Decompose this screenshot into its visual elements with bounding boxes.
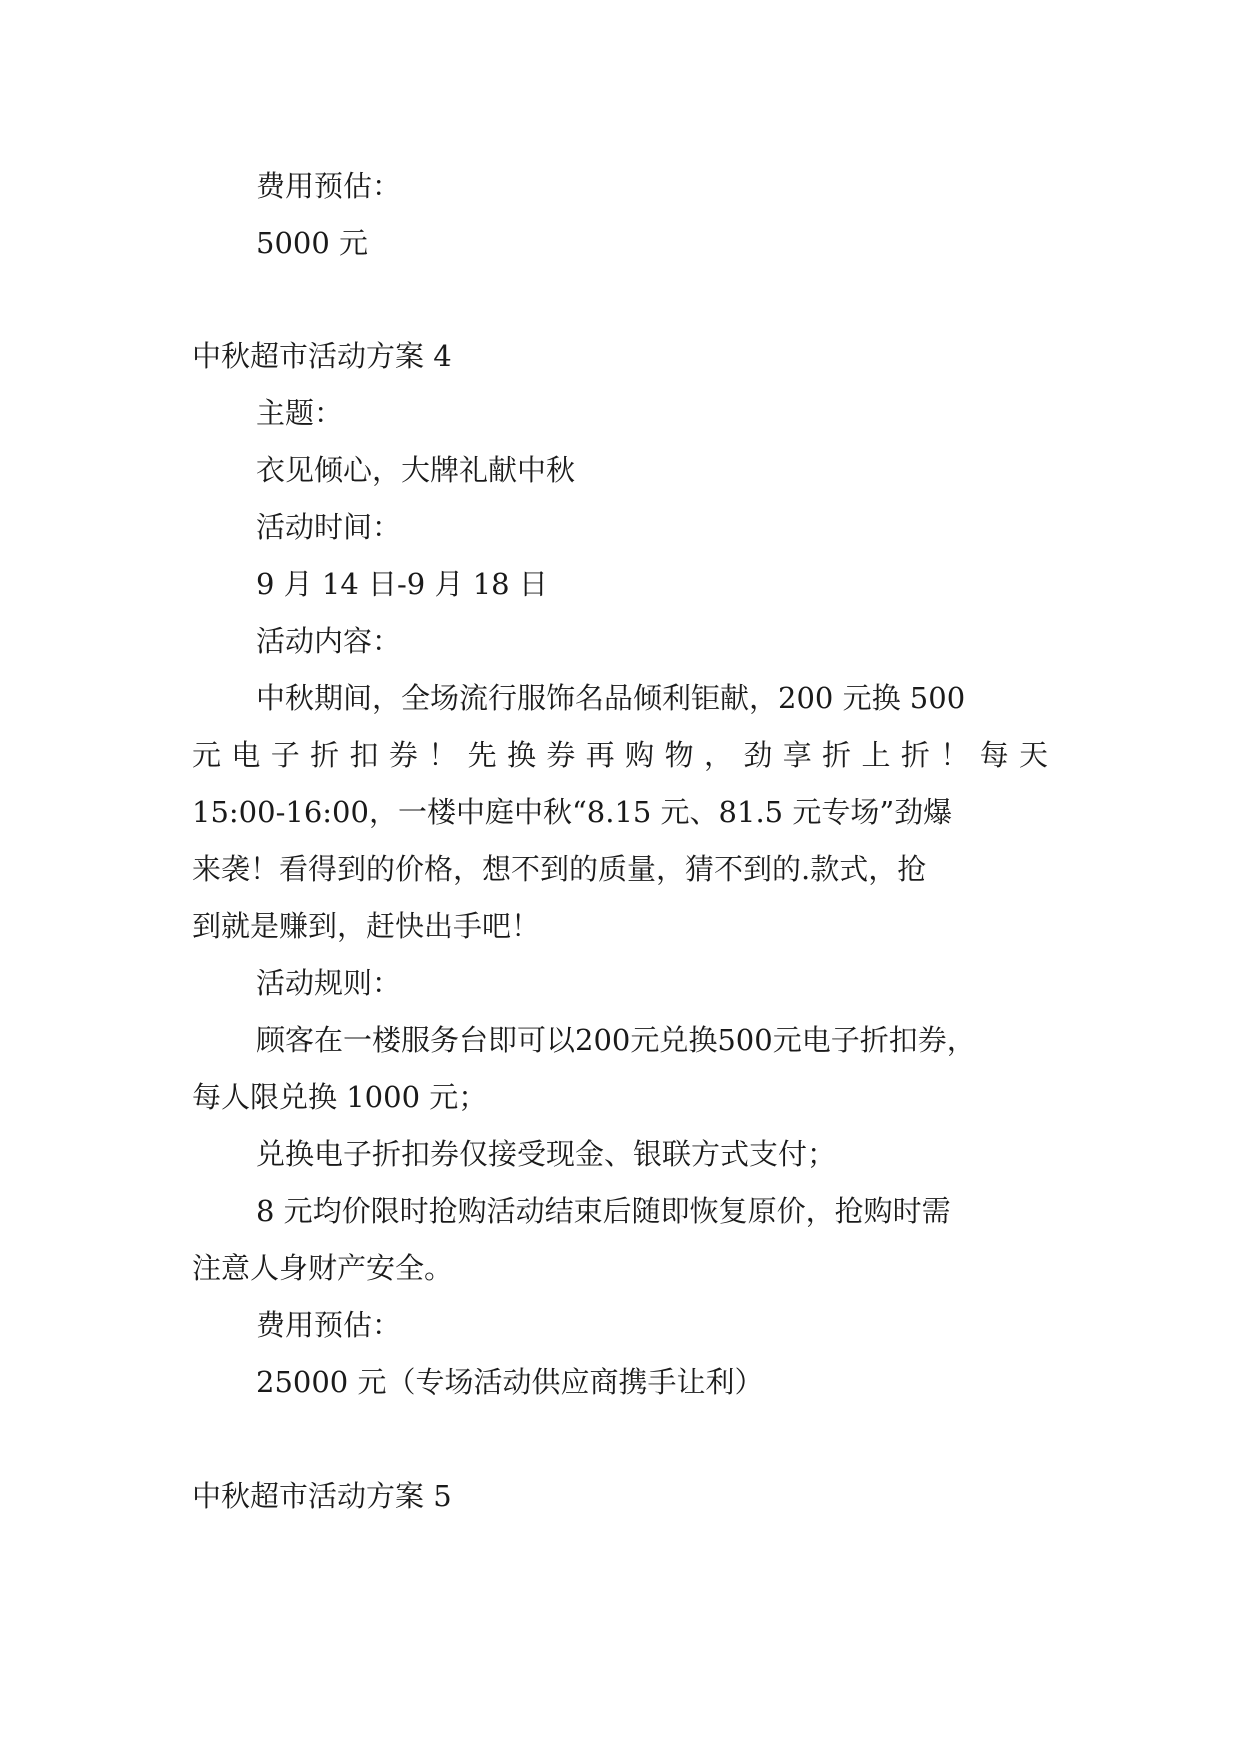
activity-time-value: 9 月 14 日-9 月 18 日 (256, 567, 548, 601)
rule-3-line-1: 8 元均价限时抢购活动结束后随即恢复原价，抢购时需 (256, 1194, 951, 1228)
activity-content-label: 活动内容： (256, 624, 402, 658)
activity-time-label: 活动时间： (256, 510, 402, 544)
cost-estimate-value-2: 25000 元（专场活动供应商携手让利） (256, 1365, 764, 1399)
rule-1-line-2: 每人限兑换 1000 元； (192, 1080, 488, 1114)
theme-label: 主题： (256, 396, 344, 430)
cost-estimate-value: 5000 元 (256, 226, 369, 260)
section-title-plan-5: 中秋超市活动方案 5 (192, 1479, 452, 1513)
activity-content-line-5: 到就是赚到，赶快出手吧！ (192, 909, 541, 943)
cost-estimate-label-2: 费用预估： (256, 1308, 402, 1342)
rule-2: 兑换电子折扣券仅接受现金、银联方式支付； (256, 1137, 837, 1171)
activity-content-line-1: 中秋期间，全场流行服饰名品倾利钜献，200 元换 500 (256, 681, 966, 715)
activity-content-line-3: 15:00-16:00，一楼中庭中秋“8.15 元、81.5 元专场”劲爆 (192, 795, 953, 829)
cost-estimate-label: 费用预估： (256, 169, 402, 203)
rule-3-line-2: 注意人身财产安全。 (192, 1251, 454, 1285)
rule-1-line-1: 顾客在一楼服务台即可以200元兑换500元电子折扣券， (256, 1023, 976, 1057)
section-title-plan-4: 中秋超市活动方案 4 (192, 339, 452, 373)
activity-rules-label: 活动规则： (256, 966, 402, 1000)
activity-content-line-2: 元电子折扣券！先换券再购物，劲享折上折！每天 (192, 738, 1048, 772)
activity-content-line-4: 来袭！看得到的价格，想不到的质量，猜不到的.款式，抢 (192, 852, 927, 886)
theme-value: 衣见倾心，大牌礼献中秋 (256, 453, 576, 487)
